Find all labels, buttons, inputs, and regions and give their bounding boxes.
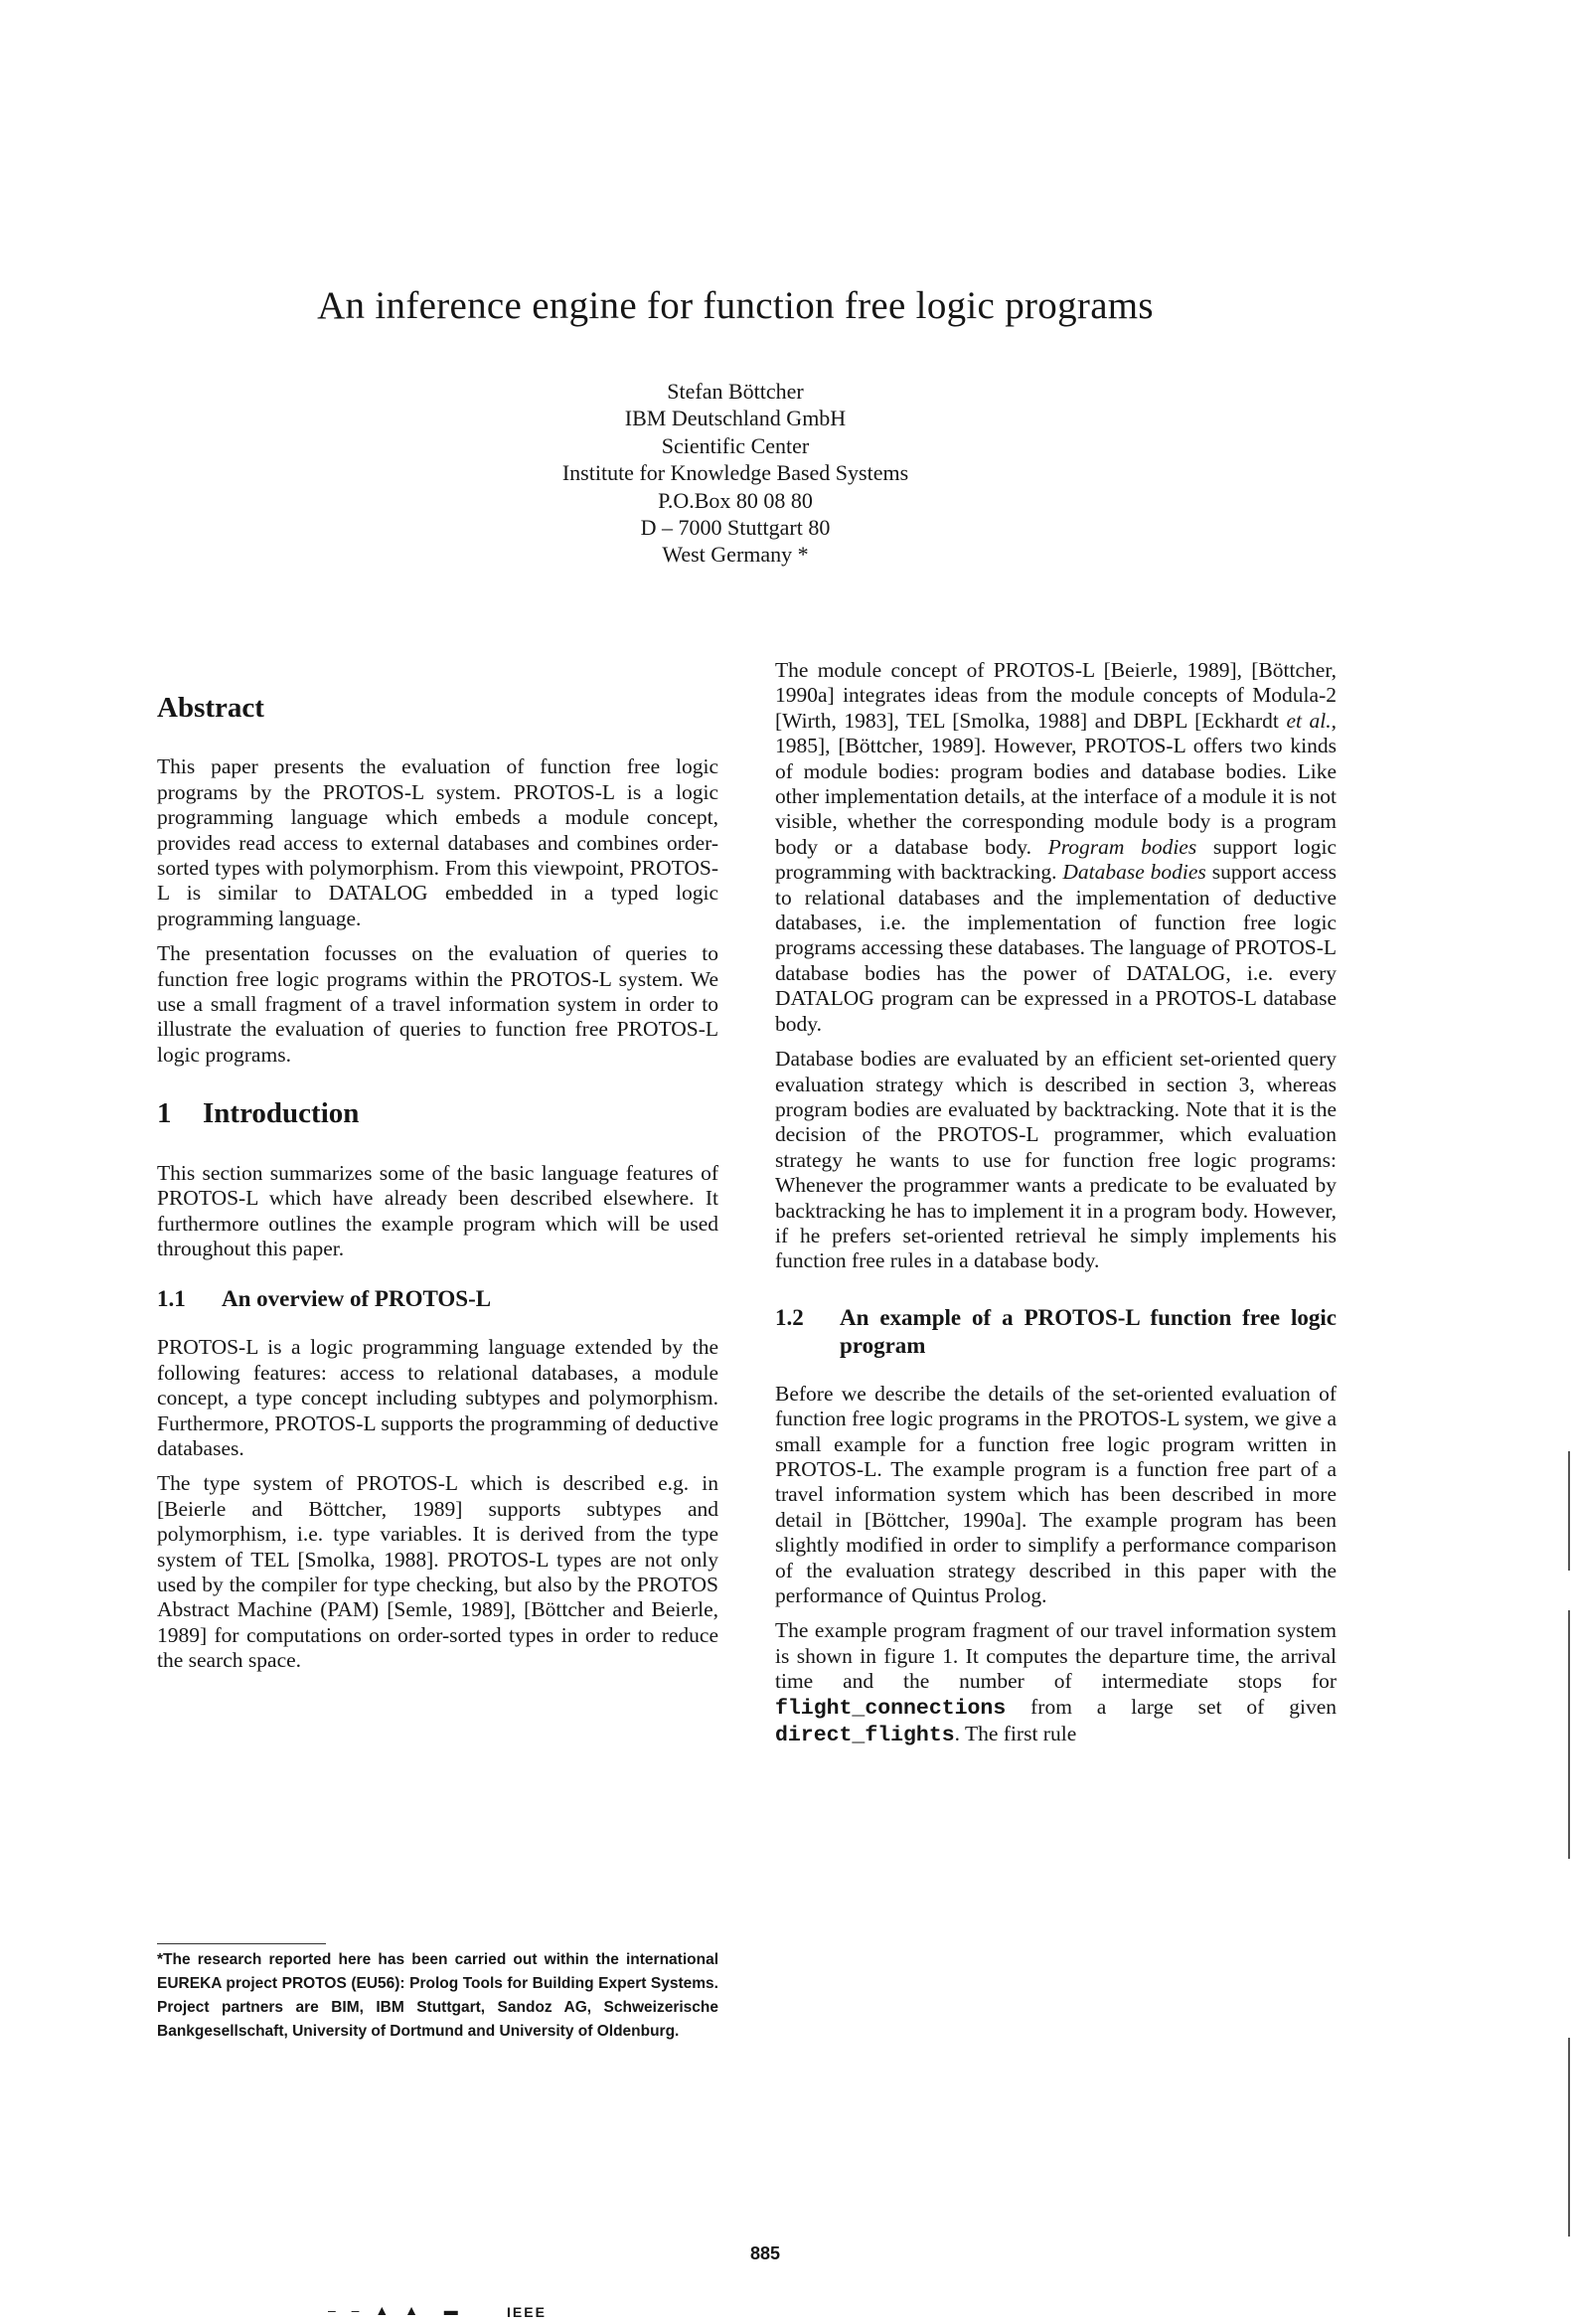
code-direct-flights: direct_flights bbox=[775, 1724, 955, 1748]
intro-paragraph: This section summarizes some of the basic language features of PROTOS-L which have already been described elsewhere. It furthermore outlines the example program which will be used throughout this paper. bbox=[157, 1160, 718, 1260]
right-column bbox=[775, 658, 1337, 1758]
overview-paragraph: The type system of PROTOS-L which is described e.g. in [Beierle and Böttcher, 1989] supports subtypes and polymorphism, i.e. type variables. It is derived from the type system of TEL [Smolka, 1988]. PROTOS-L types are not only used by the compiler for type checking, but also by the PROTOS Abstract Machine (PAM) [Semle, 1989], [Böttcher and Beierle, 1989] for computations on order-sorted types in order to reduce the search space. bbox=[157, 1471, 718, 1673]
publisher-mark: IEEE bbox=[507, 2304, 547, 2320]
abstract-heading: Abstract bbox=[157, 692, 264, 724]
paper-title: An inference engine for function free logic programs bbox=[317, 284, 1154, 327]
scan-edge-line bbox=[1568, 1451, 1570, 1571]
example-paragraph: Before we describe the details of the set-oriented evaluation of function free logic programs in the PROTOS-L system, we give a small example for a function free logic program written in PROTOS-L. The example program is a function free part of a travel information system which has been described in more detail in [Böttcher, 1990a]. The example program has been slightly modified in order to simplify a performance comparison of the evaluation strategy described in this paper with the performance of Quintus Prolog. bbox=[775, 1381, 1337, 1607]
section-number: 1 bbox=[157, 1097, 172, 1130]
affiliation-line: P.O.Box 80 08 80 bbox=[658, 487, 813, 513]
footnote-rule bbox=[157, 1943, 326, 1944]
left-column bbox=[157, 686, 718, 1684]
scan-artifact-dots: – – ▲ ▲ ▬ bbox=[328, 2302, 464, 2318]
subsection-heading-overview bbox=[157, 1285, 718, 1313]
affiliation-line: IBM Deutschland GmbH bbox=[624, 406, 847, 431]
affiliation-line: Institute for Knowledge Based Systems bbox=[561, 460, 909, 486]
subsection-title: An example of a PROTOS-L function free logic program bbox=[840, 1304, 1337, 1358]
module-concept-paragraph: The module concept of PROTOS-L [Beierle, 1989], [Böttcher, 1990a] integrates ideas from the module concepts of Modula-2 [Wirth, 1983], TEL [Smolka, 1988] and DBPL [Eckhardt et al., 1985], [Böttcher, 1989]. However, PROTOS-L offers two kinds of module bodies: program bodies and database bodies. Like other implementation details, at the interface of a module it is not visible, whether the corresponding module body is a program body or a database body. Program bodies support logic programming with backtracking. Database bodies support access to relational databases and the implementation of deductive databases, i.e. the implementation of function free logic programs accessing these databases. The language of PROTOS-L database bodies has the power of DATALOG, i.e. every DATALOG program can be expressed in a PROTOS-L database body. bbox=[775, 658, 1338, 1036]
overview-paragraph: PROTOS-L is a logic programming language extended by the following features: access to relational databases, a module concept, a type concept including subtypes and polymorphism. Furthermore, PROTOS-L supports the programming of deductive databases. bbox=[157, 1335, 718, 1460]
subsection-number: 1.1 bbox=[157, 1286, 186, 1312]
abstract-paragraph: The presentation focusses on the evaluation of queries to function free logic programs within the PROTOS-L system. We use a small fragment of a travel information system in order to illustrate the evaluation of queries to function free PROTOS-L logic programs. bbox=[157, 941, 718, 1067]
scan-edge-line bbox=[1568, 2038, 1570, 2237]
abstract-paragraph: This paper presents the evaluation of function free logic programs by the PROTOS-L system. PROTOS-L is a logic programming language which embeds a module concept, provides read access to external databases and combines order-sorted types with polymorphism. From this viewpoint, PROTOS-L is similar to DATALOG embedded in a typed logic programming language. bbox=[157, 754, 718, 930]
page-number: 885 bbox=[749, 2243, 781, 2263]
affiliation-line: D – 7000 Stuttgart 80 bbox=[640, 515, 831, 541]
subsection-title: An overview of PROTOS-L bbox=[222, 1286, 492, 1312]
affiliation-line: Scientific Center bbox=[661, 432, 810, 458]
section-heading-introduction bbox=[157, 1097, 718, 1130]
database-bodies-paragraph: Database bodies are evaluated by an efficient set-oriented query evaluation strategy which is described in section 3, whereas program bodies are evaluated by backtracking. Note that it is the decision of the PROTOS-L programmer, which evaluation strategy he wants to use for function free logic programs: Whenever the programmer wants a predicate to be evaluated by backtracking he has to implement it in a program body. However, if he prefers set-oriented retrieval he simply implements his function free rules in a database body. bbox=[775, 1047, 1337, 1273]
code-flight-connections: flight_connections bbox=[775, 1696, 1007, 1721]
author-block bbox=[477, 378, 994, 569]
scan-edge-line bbox=[1568, 1610, 1570, 1859]
example-fragment-paragraph: The example program fragment of our travel information system is shown in figure 1. It computes the departure time, the arrival time and the number of intermediate stops for flight_connections from a large set of given direct_flights. The first rule bbox=[775, 1618, 1337, 1748]
footnote: *The research reported here has been carried out within the international EUREKA project PROTOS (EU56): Prolog Tools for Building Expert Systems. Project partners are BIM, IBM Stuttgart, Sandoz AG, Schweizerische Bankgesellschaft, University of Dortmund and University of Oldenburg. bbox=[157, 1951, 718, 2040]
subsection-heading-example bbox=[775, 1304, 1337, 1360]
affiliation-line: West Germany * bbox=[662, 542, 809, 568]
section-title: Introduction bbox=[203, 1097, 360, 1130]
subsection-number: 1.2 bbox=[775, 1304, 804, 1330]
author-name: Stefan Böttcher bbox=[667, 379, 804, 404]
